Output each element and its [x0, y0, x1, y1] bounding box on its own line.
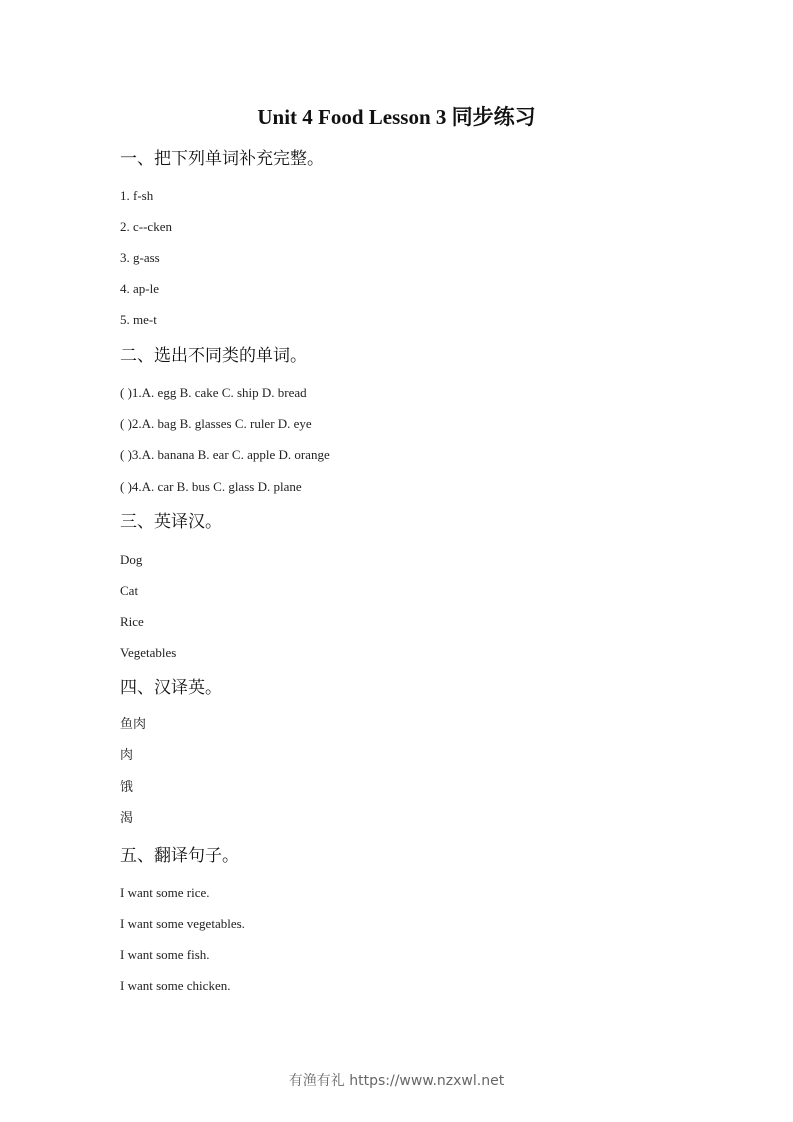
- section-2-item-3: ( )3.A. banana B. ear C. apple D. orange: [120, 447, 330, 462]
- section-4-heading: 四、汉译英。: [120, 678, 222, 698]
- section-4-item-3: 饿: [120, 780, 134, 795]
- section-3-heading: 三、英译汉。: [120, 512, 222, 532]
- section-5-item-4: I want some chicken.: [120, 978, 231, 993]
- section-1-item-5: 5. me-t: [120, 312, 157, 327]
- watermark-footer: 有渔有礼 https://www.nzxwl.net: [288, 1073, 505, 1089]
- section-5-heading: 五、翻译句子。: [120, 846, 239, 866]
- section-1-heading: 一、把下列单词补充完整。: [120, 149, 324, 169]
- section-1-item-1: 1. f-sh: [120, 188, 154, 203]
- section-2-heading: 二、选出不同类的单词。: [120, 346, 307, 366]
- document-title: Unit 4 Food Lesson 3 同步练习: [257, 105, 536, 129]
- section-4-item-2: 肉: [120, 748, 134, 763]
- section-4-item-1: 鱼肉: [120, 717, 147, 732]
- section-5-item-1: I want some rice.: [120, 885, 210, 900]
- section-2-item-2: ( )2.A. bag B. glasses C. ruler D. eye: [120, 416, 312, 431]
- section-5-item-2: I want some vegetables.: [120, 916, 245, 931]
- section-1-item-4: 4. ap-le: [120, 281, 159, 296]
- section-5-item-3: I want some fish.: [120, 947, 210, 962]
- section-3-item-4: Vegetables: [120, 645, 177, 660]
- section-3-item-2: Cat: [120, 583, 139, 598]
- section-2-item-4: ( )4.A. car B. bus C. glass D. plane: [120, 479, 302, 494]
- section-1-item-2: 2. c--cken: [120, 219, 172, 234]
- section-4-item-4: 渴: [120, 811, 134, 826]
- section-2-item-1: ( )1.A. egg B. cake C. ship D. bread: [120, 385, 307, 400]
- section-1-item-3: 3. g-ass: [120, 250, 160, 265]
- section-3-item-3: Rice: [120, 614, 144, 629]
- section-3-item-1: Dog: [120, 552, 143, 567]
